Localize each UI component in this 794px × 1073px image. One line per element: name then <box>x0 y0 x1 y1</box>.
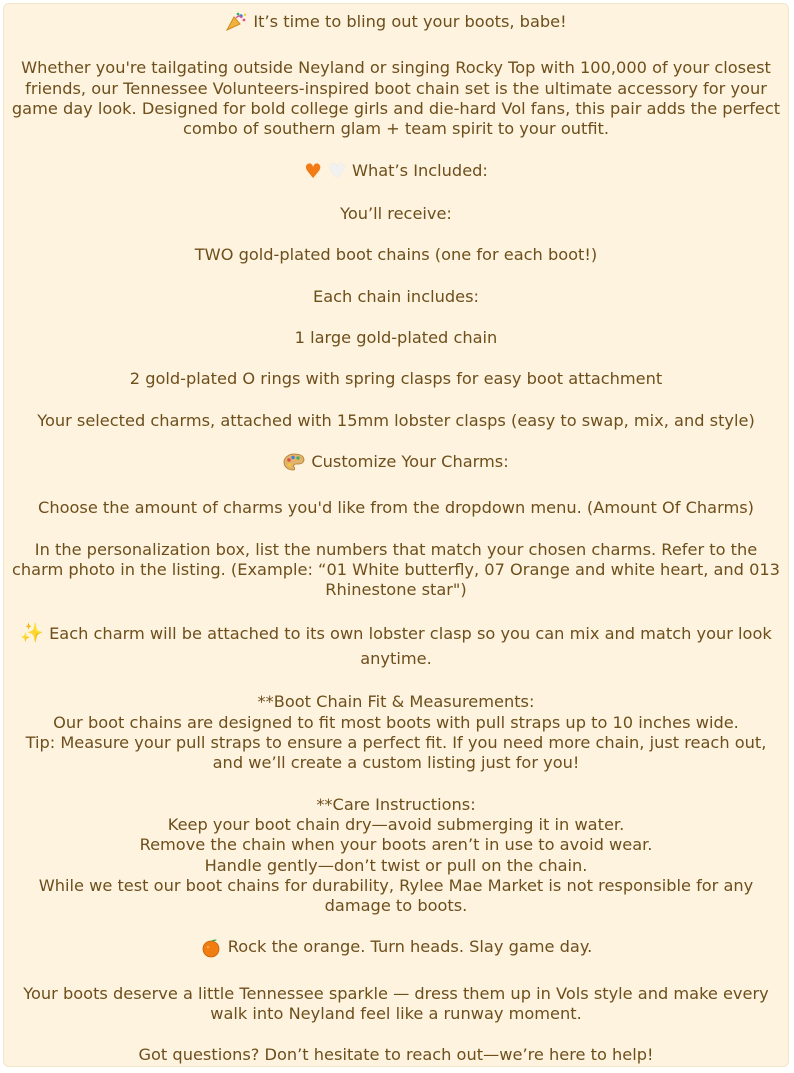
charm-note-text: Each charm will be attached to its own lobster clasp so you can mix and match your look anytime. <box>49 624 772 669</box>
care-item-remove: Remove the chain when your boots aren’t in use to avoid wear. <box>139 835 653 855</box>
product-description-panel <box>3 3 789 1067</box>
included-item-chain: 1 large gold-plated chain <box>294 327 498 347</box>
care-item-disclaimer: While we test our boot chains for durability, Rylee Mae Market is not responsible for any damage to boots. <box>38 875 754 916</box>
customize-personalization-instruction: In the personalization box, list the numbers that match your chosen charms. Refer to the charm photo in the listing. (Example: “01 White butterfly, 07 Orange and white heart, and 013 Rhinestone star") <box>12 539 780 600</box>
fit-line: Our boot chains are designed to fit most boots with pull straps up to 10 inches wide. <box>53 712 739 732</box>
included-heading: What’s Included: <box>351 160 488 180</box>
care-heading: **Care Instructions: <box>316 794 476 814</box>
included-item-rings: 2 gold-plated O rings with spring clasps for easy boot attachment <box>129 369 663 389</box>
fit-heading: **Boot Chain Fit & Measurements: <box>257 692 535 712</box>
fit-tip: Tip: Measure your pull straps to ensure a perfect fit. If you need more chain, just reach out, and we’ll create a custom listing just for you! <box>25 733 767 773</box>
slogan-row <box>200 937 593 957</box>
intro-title-row <box>225 12 566 32</box>
care-item-dry: Keep your boot chain dry—avoid submerging it in water. <box>167 814 625 834</box>
artist-palette-icon <box>283 452 305 472</box>
questions-line: Got questions? Don’t hesitate to reach out—we’re here to help! <box>138 1045 654 1065</box>
chains-count-line: TWO gold-plated boot chains (one for each boot!) <box>194 245 598 265</box>
intro-paragraph: Whether you're tailgating outside Neyland or singing Rocky Top with 100,000 of your closest friends, our Tennessee Volunteers-inspired boot chain set is the ultimate accessory for your game day look. Designed for bold college girls and die-hard Vol fans, this pair adds the perfect combo of southern glam + team spirit to your outfit. <box>11 58 781 139</box>
description-content <box>4 4 788 1066</box>
receive-label: You’ll receive: <box>340 204 452 224</box>
customize-heading-row <box>283 452 508 472</box>
charm-note <box>10 621 782 671</box>
care-item-handle: Handle gently—don’t twist or pull on the chain. <box>204 855 588 875</box>
white-heart-icon: ♥ <box>328 158 346 183</box>
included-heading-row <box>304 158 488 183</box>
closing-paragraph: Your boots deserve a little Tennessee sparkle — dress them up in Vols style and make every walk into Neyland feel like a runway moment. <box>23 983 769 1024</box>
party-popper-icon <box>225 12 247 32</box>
orange-fruit-icon <box>200 938 222 958</box>
customize-dropdown-instruction: Choose the amount of charms you'd like from the dropdown menu. (Amount Of Charms) <box>38 498 754 518</box>
sparkles-icon: ✨ <box>20 622 44 645</box>
each-chain-label: Each chain includes: <box>313 286 479 306</box>
included-item-charms: Your selected charms, attached with 15mm lobster clasps (easy to swap, mix, and style) <box>37 410 755 430</box>
intro-title: It’s time to bling out your boots, babe! <box>253 12 567 31</box>
slogan: Rock the orange. Turn heads. Slay game day. <box>227 937 593 957</box>
orange-heart-icon: ♥ <box>304 158 323 183</box>
customize-heading: Customize Your Charms: <box>311 451 509 471</box>
